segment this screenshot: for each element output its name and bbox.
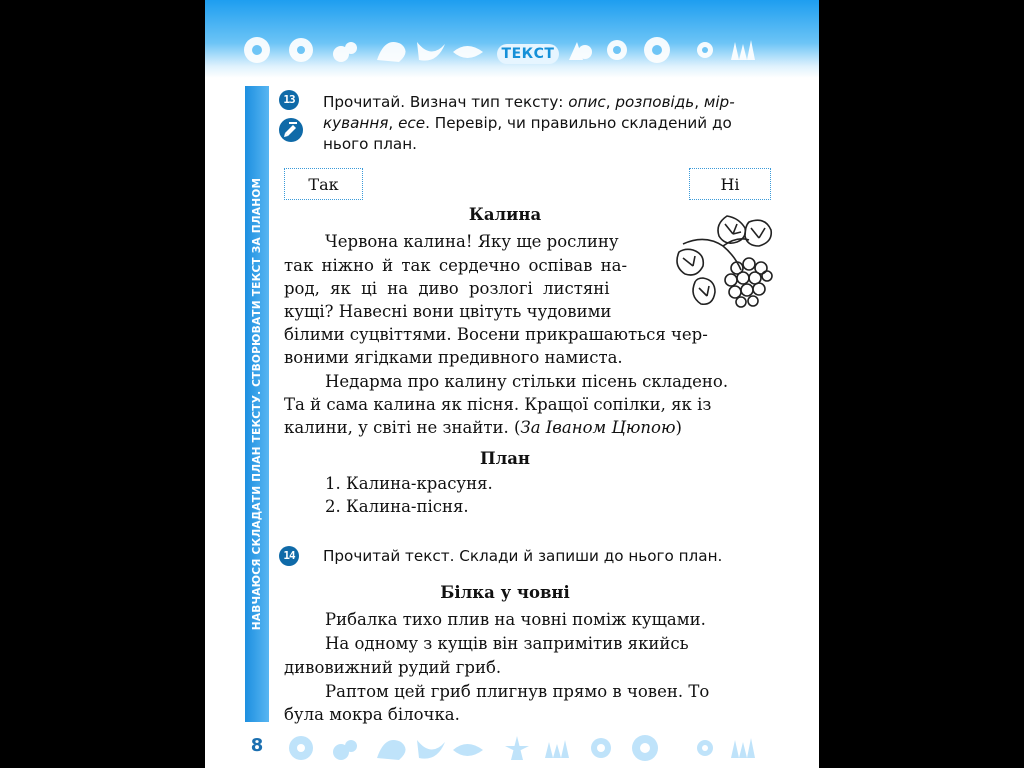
text-line: Та й сама калина як пісня. Кращої сопілки, як із (284, 395, 712, 414)
text-line: так ніжно й так сердечно оспівав на- (284, 256, 628, 275)
text-line: Раптом цей гриб плигнув прямо в човен. То (325, 682, 710, 701)
text-line: Рибалка тихо плив на човні поміж кущами. (325, 610, 706, 629)
text-line: дивовижний рудий гриб. (284, 658, 502, 677)
plan-title: План (480, 449, 530, 468)
author-name: За Іваном Цюпою (520, 418, 676, 437)
text-line-author: калини, у світі не знайти. (За Іваном Цюпою) (284, 418, 682, 437)
answer-box-yes[interactable]: Так (284, 168, 363, 200)
text-line: кущі? Навесні вони цвітуть чудовими (284, 302, 612, 321)
textbook-page (205, 0, 819, 768)
task13-instruction: Прочитай. Визнач тип тексту: опис, розповідь, мір- кування, есе. Перевір, чи правильно складений до нього план. (323, 93, 735, 153)
task14-instruction: Прочитай текст. Склади й запиши до нього план. (323, 547, 723, 565)
text-line: воними ягідками предивного намиста. (284, 348, 623, 367)
text-line: Червона калина! Яку ще рослину (325, 232, 619, 251)
page-number: 8 (250, 735, 264, 756)
section-title-vertical: НАВЧАЮСЯ СКЛАДАТИ ПЛАН ТЕКСТУ. СТВОРЮВАТИ ТЕКСТ ЗА ПЛАНОМ (251, 177, 263, 631)
plan-item: 1. Калина-красуня. (325, 474, 493, 493)
text-line: білими суцвіттями. Восени прикрашаються чер- (284, 325, 708, 344)
task-number-13: 13 (279, 90, 299, 110)
text-title-kalyna: Калина (468, 205, 542, 224)
footer-ornament-row (205, 728, 819, 768)
header-title: ТЕКСТ (497, 44, 559, 64)
task-number-14: 14 (279, 546, 299, 566)
text-line: Недарма про калину стільки пісень складено. (325, 372, 729, 391)
plan-item: 2. Калина-пісня. (325, 497, 469, 516)
text-title-bilka: Білка у човні (440, 583, 570, 602)
text-line: На одному з кущів він запримітив якийсь (325, 634, 689, 653)
viburnum-illustration (675, 212, 775, 310)
text-line: була мокра білочка. (284, 705, 460, 724)
answer-box-no[interactable]: Ні (689, 168, 771, 200)
writing-task-icon (279, 118, 303, 142)
text-line: род, як ці на диво розлогі листяні (284, 279, 610, 298)
